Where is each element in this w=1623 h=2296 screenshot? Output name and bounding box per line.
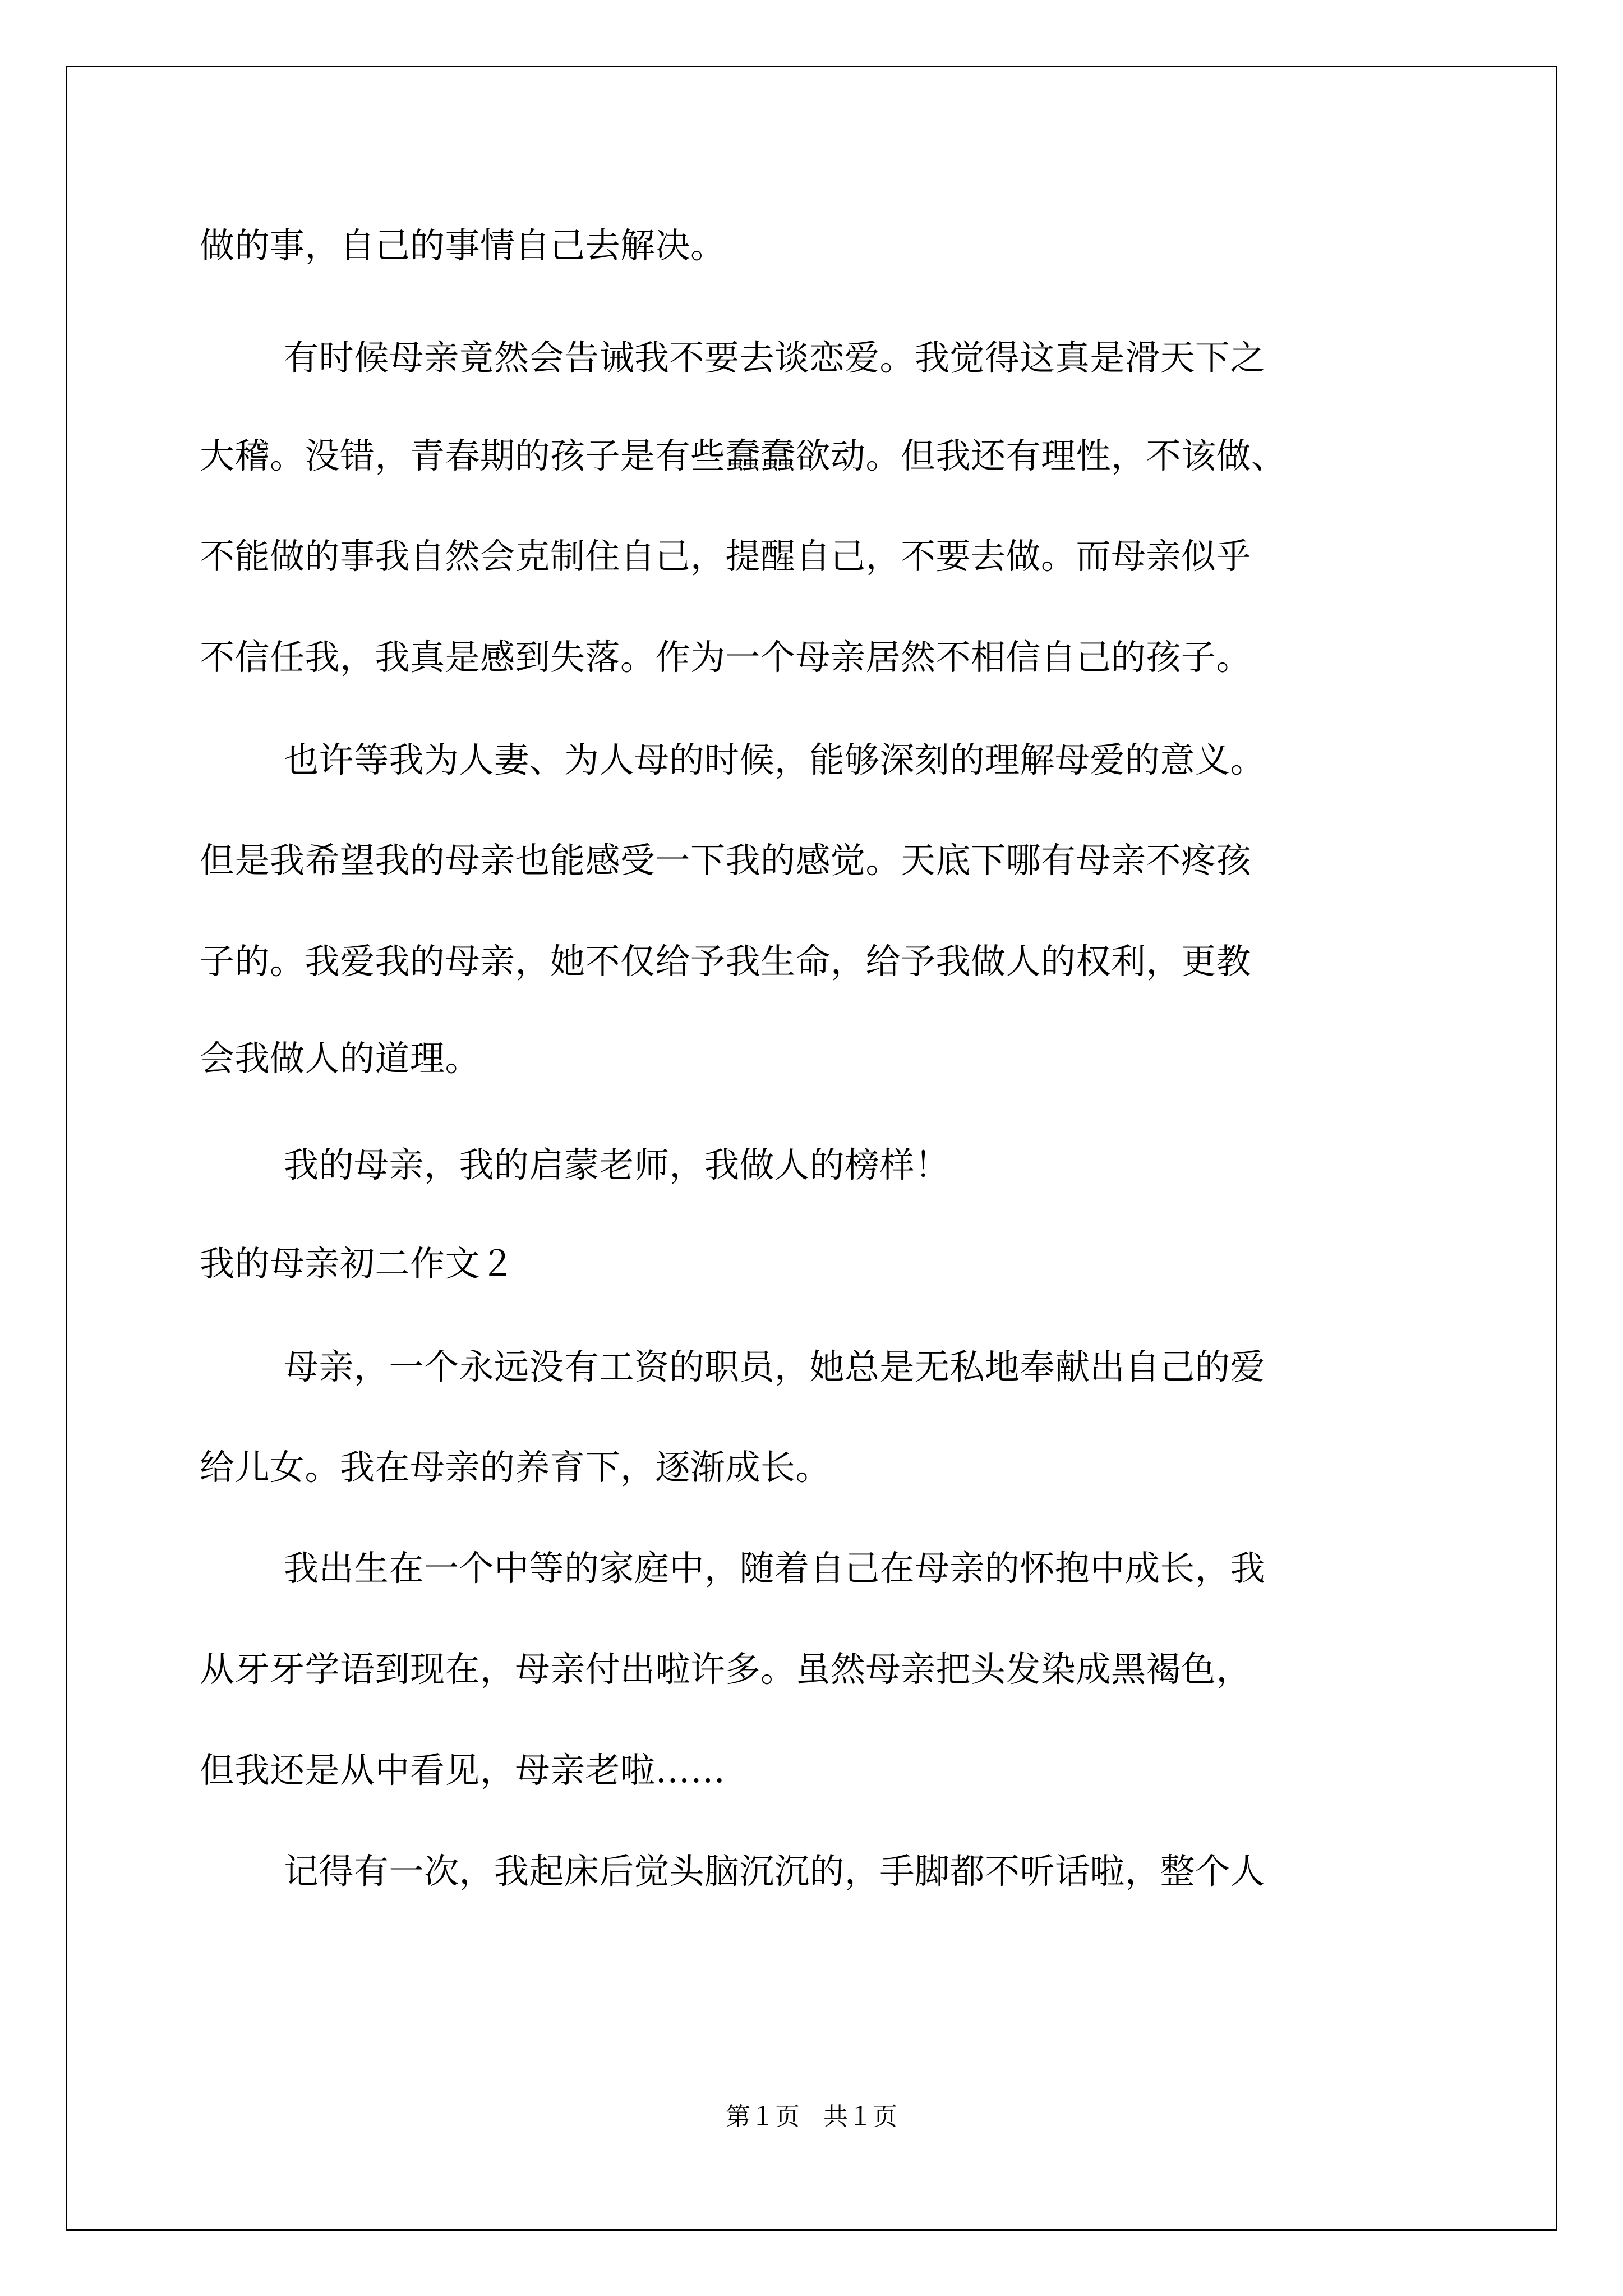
text-line: 给儿女。我在母亲的养育下，逐渐成长。 (200, 1447, 831, 1488)
text-line: 但我还是从中看见，母亲老啦…… (200, 1750, 726, 1791)
text-line: 大稽。没错，青春期的孩子是有些蠢蠢欲动。但我还有理性，不该做、 (200, 435, 1287, 476)
text-line: 我出生在一个中等的家庭中，随着自己在母亲的怀抱中成长，我 (284, 1548, 1266, 1589)
text-line: 记得有一次，我起床后觉头脑沉沉的，手脚都不听话啦，整个人 (284, 1851, 1266, 1892)
text-line: 不信任我，我真是感到失落。作为一个母亲居然不相信自己的孩子。 (200, 637, 1252, 678)
text-line: 子的。我爱我的母亲，她不仅给予我生命，给予我做人的权利，更教 (200, 941, 1252, 982)
text-line: 做的事，自己的事情自己去解决。 (200, 225, 726, 266)
page-footer: 第１页 共１页 (726, 2102, 897, 2131)
text-line: 会我做人的道理。 (200, 1038, 481, 1079)
section-heading: 我的母亲初二作文２ (200, 1243, 515, 1284)
text-line: 从牙牙学语到现在，母亲付出啦许多。虽然母亲把头发染成黑褐色， (200, 1649, 1252, 1690)
text-line: 母亲，一个永远没有工资的职员，她总是无私地奉献出自己的爱 (284, 1346, 1266, 1387)
text-line: 我的母亲，我的启蒙老师，我做人的榜样！ (284, 1144, 950, 1185)
text-line: 不能做的事我自然会克制住自己，提醒自己，不要去做。而母亲似乎 (200, 536, 1252, 577)
text-line: 也许等我为人妻、为人母的时候，能够深刻的理解母爱的意义。 (284, 739, 1266, 780)
text-line: 但是我希望我的母亲也能感受一下我的感觉。天底下哪有母亲不疼孩 (200, 840, 1252, 881)
text-line: 有时候母亲竟然会告诫我不要去谈恋爱。我觉得这真是滑天下之 (284, 337, 1266, 378)
